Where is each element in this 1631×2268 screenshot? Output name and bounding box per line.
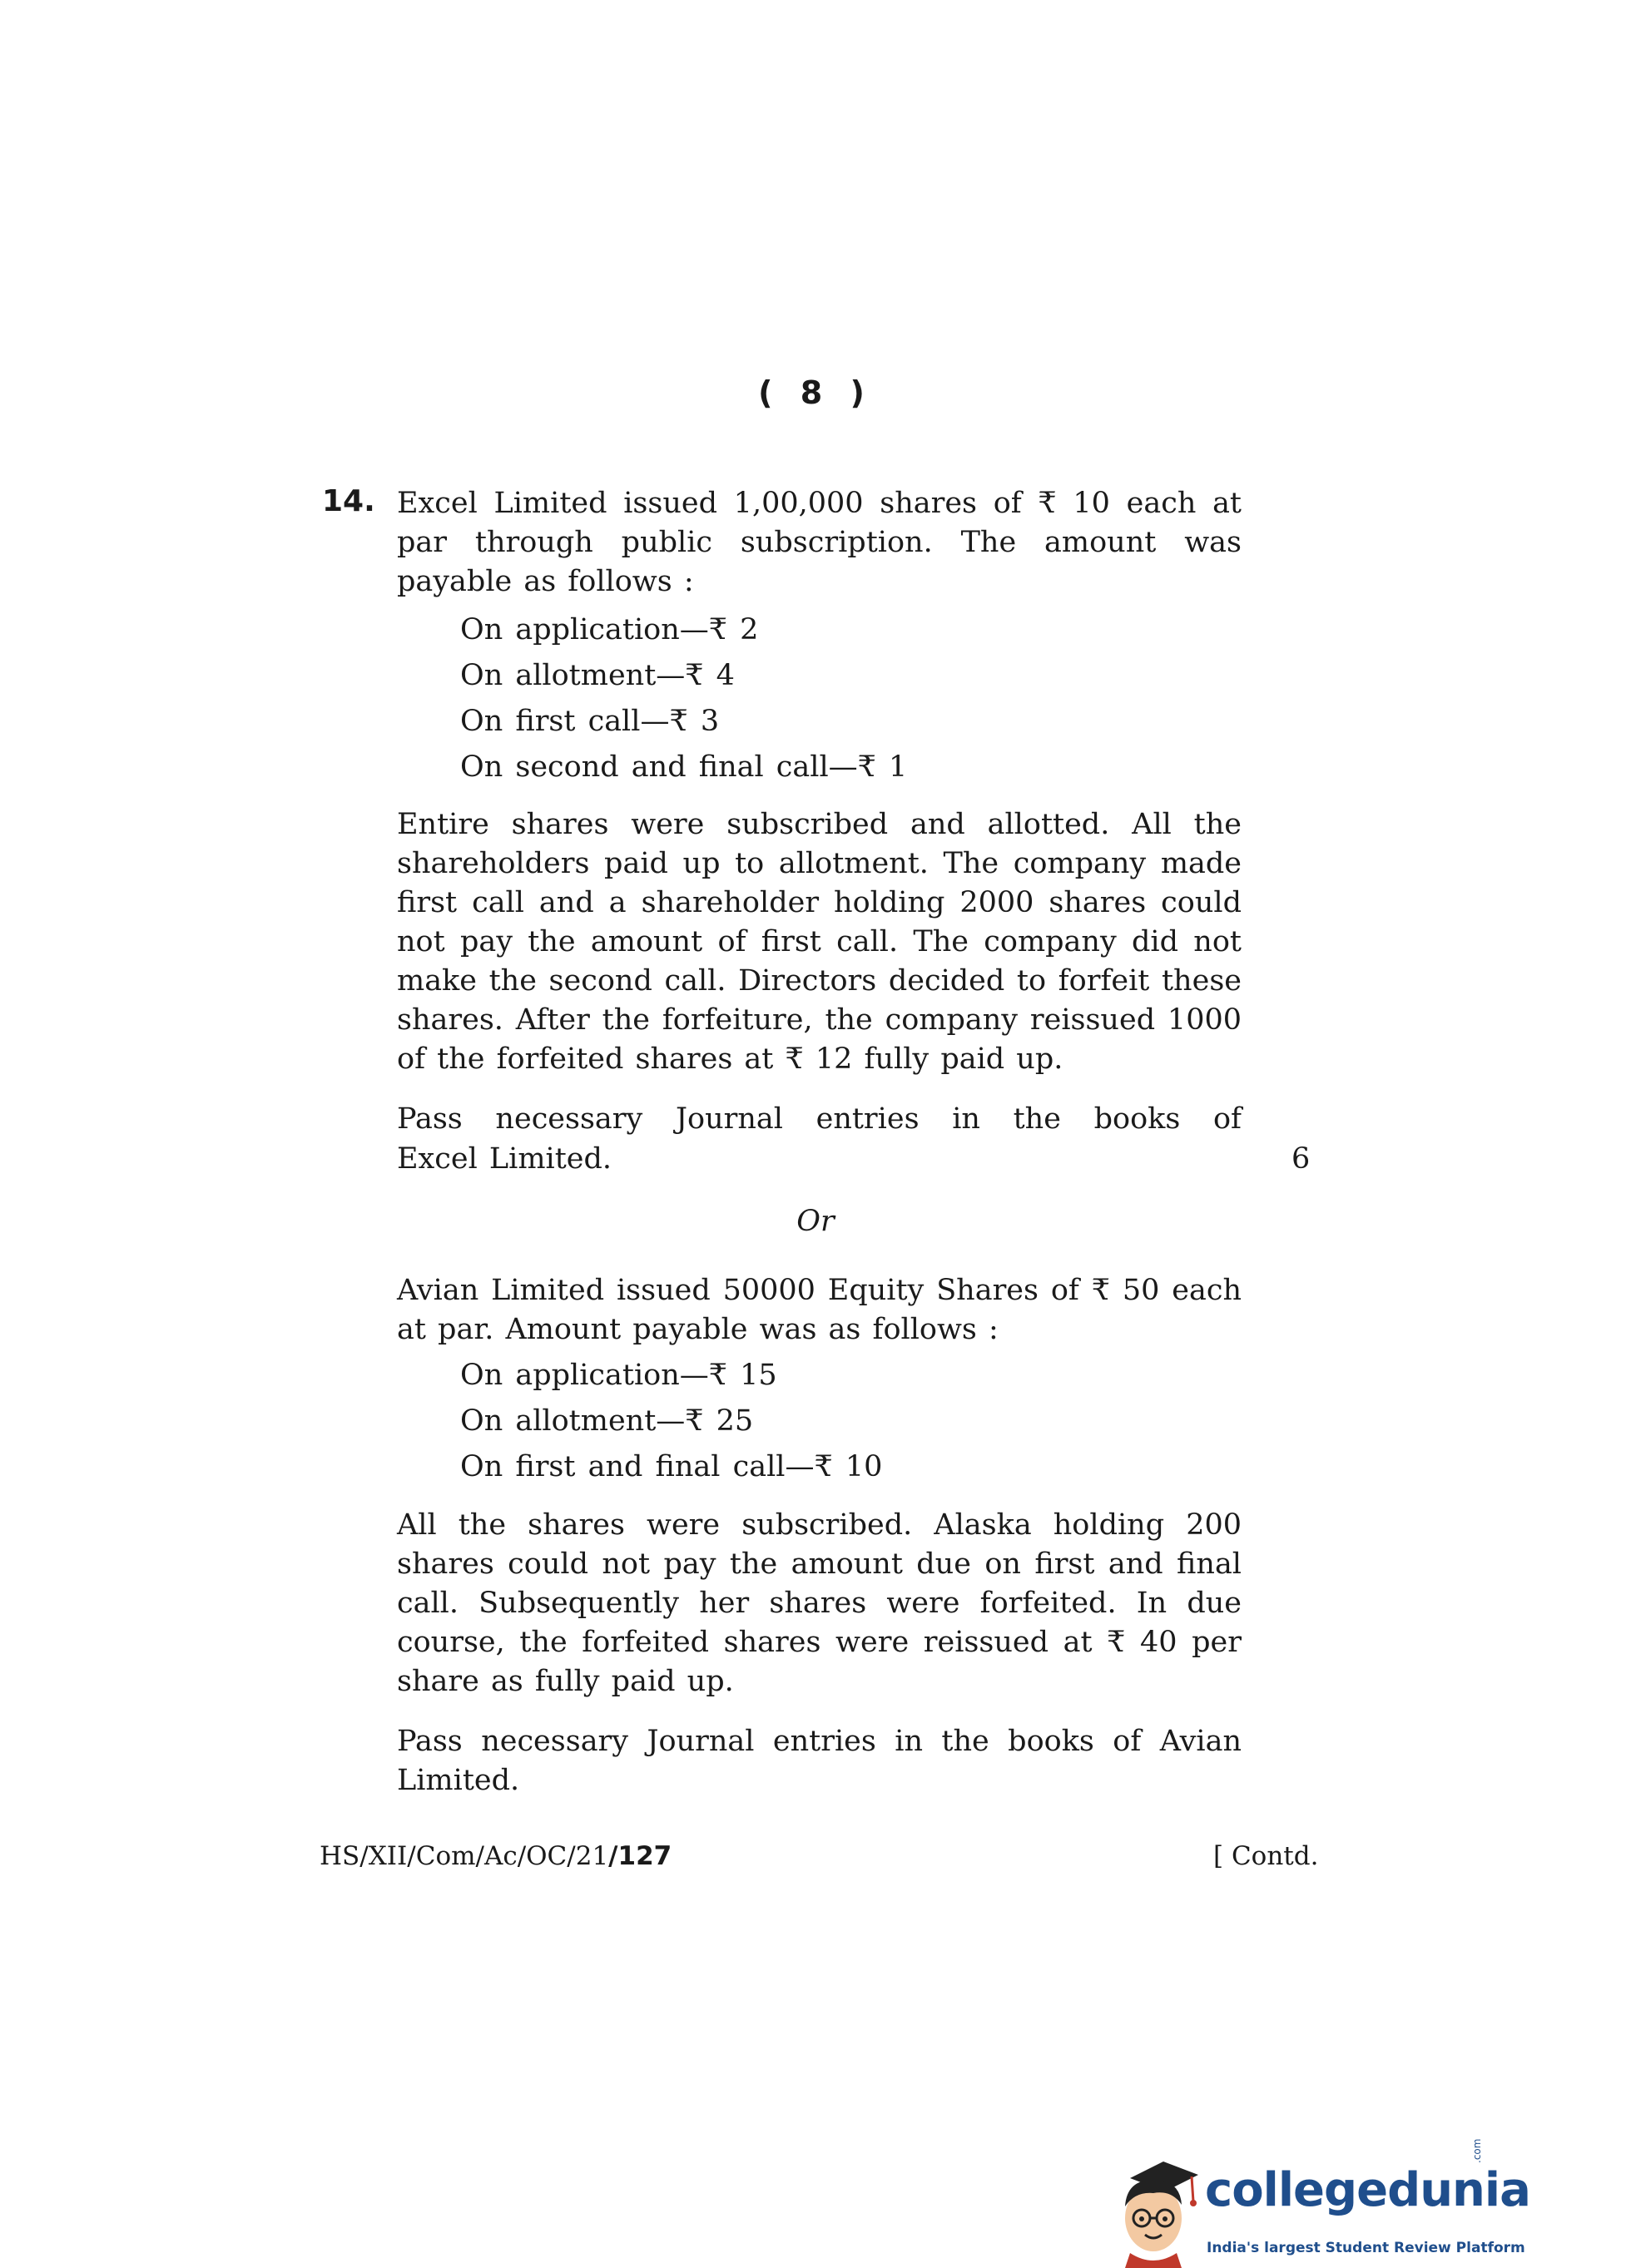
- page-number: ( 8 ): [758, 374, 873, 411]
- alternative-intro: Avian Limited issued 50000 Equity Shares of ₹ 50 each at par. Amount payable was as follows :: [397, 1274, 1242, 1346]
- installment-item: On first call—₹ 3: [460, 705, 720, 738]
- question-number: 14.: [322, 484, 375, 518]
- question-intro: Excel Limited issued 1,00,000 shares of ₹ 10 each at par through public subscription. The amount was payable as follows :: [397, 487, 1242, 598]
- installment-item: On allotment—₹ 4: [460, 659, 735, 692]
- logo-domain: .com: [1471, 2138, 1483, 2163]
- installment-item: On application—₹ 15: [460, 1359, 777, 1392]
- installment-item: On allotment—₹ 25: [460, 1404, 754, 1438]
- alternative-task: Pass necessary Journal entries in the books of Avian Limited.: [397, 1725, 1242, 1797]
- logo-wordmark: collegedunia: [1205, 2163, 1530, 2217]
- installment-list-1: [460, 607, 907, 790]
- installment-item: On first and final call—₹ 10: [460, 1450, 883, 1483]
- collegedunia-logo: [1105, 2138, 1530, 2268]
- installment-item: On application—₹ 2: [460, 613, 759, 646]
- paper-code-prefix: HS/XII/Com/Ac/OC/21: [320, 1841, 609, 1871]
- paper-code-suffix: /127: [608, 1841, 672, 1871]
- question-task-line2: Excel Limited.: [397, 1142, 612, 1176]
- logo-tagline: India's largest Student Review Platform: [1207, 2240, 1525, 2256]
- marks-value: 6: [1291, 1142, 1311, 1176]
- paper-code: [320, 1841, 672, 1871]
- or-separator: Or: [796, 1205, 835, 1238]
- installment-item: On second and final call—₹ 1: [460, 750, 908, 784]
- question-details: Entire shares were subscribed and allotted. All the shareholders paid up to allotment. The company made first call and a shareholder holding 2000 shares could not pay the amount of first call. The company did not make the second call. Directors decided to forfeit these shares. After the forfeiture, the company reissued 1000 of the forfeited shares at ₹ 12 fully paid up.: [397, 808, 1242, 1076]
- question-task-line1: Pass necessary Journal entries in the books of: [397, 1102, 1242, 1136]
- mascot-icon: [1105, 2147, 1205, 2268]
- alternative-details: All the shares were subscribed. Alaska holding 200 shares could not pay the amount due on first and final call. Subsequently her shares were forfeited. In due course, the forfeited shares were reissued at ₹ 40 per share as fully paid up.: [397, 1508, 1242, 1698]
- installment-list-2: [460, 1353, 882, 1490]
- continued-label: [ Contd.: [1213, 1841, 1319, 1871]
